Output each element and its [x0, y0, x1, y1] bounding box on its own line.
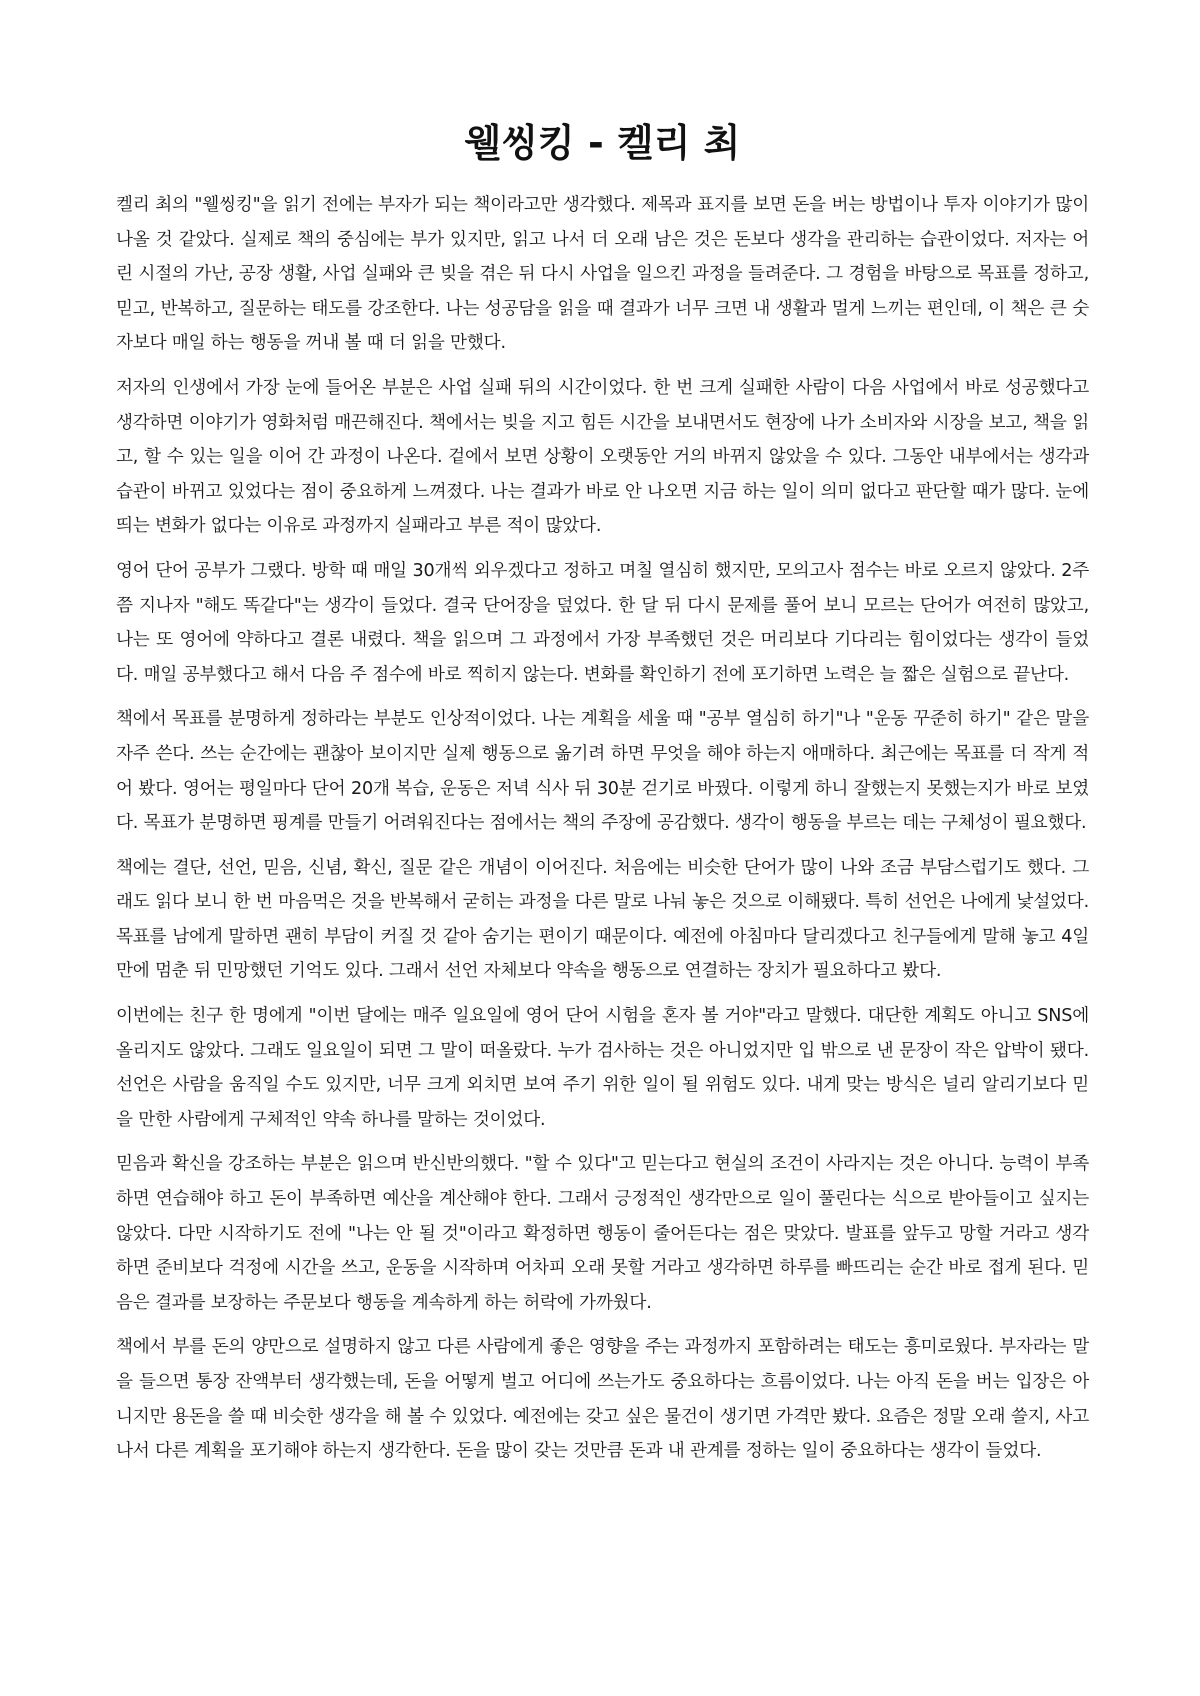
paragraph-6: 이번에는 친구 한 명에게 "이번 달에는 매주 일요일에 영어 단어 시험을 혼자 볼 거야"라고 말했다. 대단한 계획도 아니고 SNS에 올리지도 않았다. 그래도 일요일이 되면 그 말이 떠올랐다. 누가 검사하는 것은 아니었지만 입 밖으로 낸 문장이 작은 압박이 됐다. 선언은 사람을 움직일 수도 있지만, 너무 크게 외치면 보여 주기 위한 일이 될 위험도 있다. 내게 맞는 방식은 널리 알리기보다 믿을 만한 사람에게 구체적인 약속 하나를 말하는 것이었다.	[116, 1006, 1089, 1130]
paragraph-4: 책에서 목표를 분명하게 정하라는 부분도 인상적이었다. 나는 계획을 세울 때 "공부 열심히 하기"나 "운동 꾸준히 하기" 같은 말을 자주 쓴다. 쓰는 순간에는 괜찮아 보이지만 실제 행동으로 옮기려 하면 무엇을 해야 하는지 애매하다. 최근에는 목표를 더 작게 적어 봤다. 영어는 평일마다 단어 20개 복습, 운동은 저녁 식사 뒤 30분 걷기로 바꿨다. 이렇게 하니 잘했는지 못했는지가 바로 보였다. 목표가 분명하면 핑계를 만들기 어려워진다는 점에서는 책의 주장에 공감했다. 생각이 행동을 부르는 데는 구체성이 필요했다.	[116, 709, 1089, 834]
paragraph-8: 책에서 부를 돈의 양만으로 설명하지 않고 다른 사람에게 좋은 영향을 주는 과정까지 포함하려는 태도는 흥미로웠다. 부자라는 말을 들으면 통장 잔액부터 생각했는데, 돈을 어떻게 벌고 어디에 쓰는가도 중요하다는 흐름이었다. 나는 아직 돈을 버는 입장은 아니지만 용돈을 쓸 때 비슷한 생각을 해 볼 수 있었다. 예전에는 갖고 싶은 물건이 생기면 가격만 봤다. 요즘은 정말 오래 쓸지, 사고 나서 다른 계획을 포기해야 하는지 생각한다. 돈을 많이 갖는 것만큼 돈과 내 관계를 정하는 일이 중요하다는 생각이 들었다.	[116, 1337, 1089, 1462]
paragraph-1: 켈리 최의 "웰씽킹"을 읽기 전에는 부자가 되는 책이라고만 생각했다. 제목과 표지를 보면 돈을 버는 방법이나 투자 이야기가 많이 나올 것 같았다. 실제로 책의 중심에는 부가 있지만, 읽고 나서 더 오래 남은 것은 돈보다 생각을 관리하는 습관이었다. 저자는 어린 시절의 가난, 공장 생활, 사업 실패와 큰 빚을 겪은 뒤 다시 사업을 일으킨 과정을 들려준다. 그 경험을 바탕으로 목표를 정하고, 믿고, 반복하고, 질문하는 태도를 강조한다. 나는 성공담을 읽을 때 결과가 너무 크면 내 생활과 멀게 느끼는 편인데, 이 책은 큰 숫자보다 매일 하는 행동을 꺼내 볼 때 더 읽을 만했다.	[116, 195, 1089, 354]
document-title: 웰씽킹 - 켈리 최	[464, 121, 741, 165]
paragraph-3: 영어 단어 공부가 그랬다. 방학 때 매일 30개씩 외우겠다고 정하고 며칠 열심히 했지만, 모의고사 점수는 바로 오르지 않았다. 2주쯤 지나자 "해도 똑같다"는 생각이 들었다. 결국 단어장을 덮었다. 한 달 뒤 다시 문제를 풀어 보니 모르는 단어가 여전히 많았고, 나는 또 영어에 약하다고 결론 내렸다. 책을 읽으며 그 과정에서 가장 부족했던 것은 머리보다 기다리는 힘이었다는 생각이 들었다. 매일 공부했다고 해서 다음 주 점수에 바로 찍히지 않는다. 변화를 확인하기 전에 포기하면 노력은 늘 짧은 실험으로 끝난다.	[116, 560, 1089, 685]
paragraph-7: 믿음과 확신을 강조하는 부분은 읽으며 반신반의했다. "할 수 있다"고 믿는다고 현실의 조건이 사라지는 것은 아니다. 능력이 부족하면 연습해야 하고 돈이 부족하면 예산을 계산해야 한다. 그래서 긍정적인 생각만으로 일이 풀린다는 식으로 받아들이고 싶지는 않았다. 다만 시작하기도 전에 "나는 안 될 것"이라고 확정하면 행동이 줄어든다는 점은 맞았다. 발표를 앞두고 망할 거라고 생각하면 준비보다 걱정에 시간을 쓰고, 운동을 시작하며 어차피 오래 못할 거라고 생각하면 하루를 빠뜨리는 순간 바로 접게 된다. 믿음은 결과를 보장하는 주문보다 행동을 계속하게 하는 허락에 가까웠다.	[116, 1154, 1089, 1313]
paragraph-5: 책에는 결단, 선언, 믿음, 신념, 확신, 질문 같은 개념이 이어진다. 처음에는 비슷한 단어가 많이 나와 조금 부담스럽기도 했다. 그래도 읽다 보니 한 번 마음먹은 것을 반복해서 굳히는 과정을 다른 말로 나눠 놓은 것으로 이해됐다. 특히 선언은 나에게 낯설었다. 목표를 남에게 말하면 괜히 부담이 커질 것 같아 숨기는 편이기 때문이다. 예전에 아침마다 달리겠다고 친구들에게 말해 놓고 4일 만에 멈춘 뒤 민망했던 기억도 있다. 그래서 선언 자체보다 약속을 행동으로 연결하는 장치가 필요하다고 봤다.	[116, 857, 1089, 982]
paragraph-2: 저자의 인생에서 가장 눈에 들어온 부분은 사업 실패 뒤의 시간이었다. 한 번 크게 실패한 사람이 다음 사업에서 바로 성공했다고 생각하면 이야기가 영화처럼 매끈해진다. 책에서는 빚을 지고 힘든 시간을 보내면서도 현장에 나가 소비자와 시장을 보고, 책을 읽고, 할 수 있는 일을 이어 간 과정이 나온다. 겉에서 보면 상황이 오랫동안 거의 바뀌지 않았을 수 있다. 그동안 내부에서는 생각과 습관이 바뀌고 있었다는 점이 중요하게 느껴졌다. 나는 결과가 바로 안 나오면 지금 하는 일이 의미 없다고 판단할 때가 많다. 눈에 띄는 변화가 없다는 이유로 과정까지 실패라고 부른 적이 많았다.	[116, 377, 1089, 537]
